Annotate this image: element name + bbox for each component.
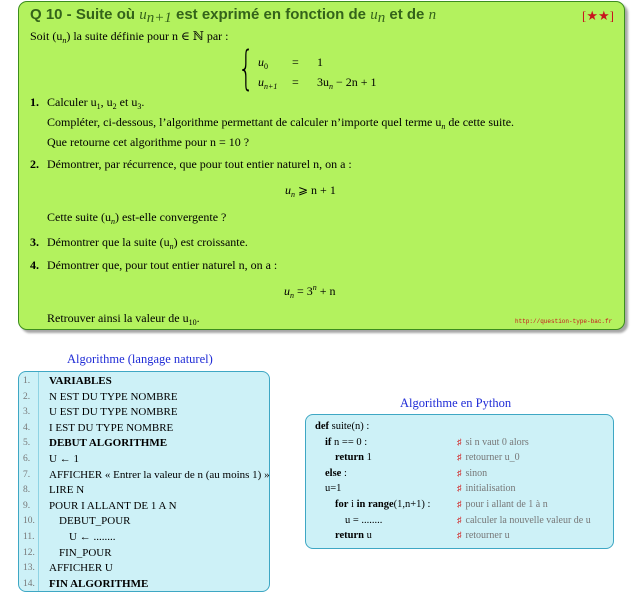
line-number: 6.: [23, 454, 31, 464]
python-code: [325, 435, 367, 450]
python-code-text: i: [348, 499, 357, 510]
question-1-line-2: Compléter, ci-dessous, l’algorithme permettant de calculer n’importe quel terme $u_n$ de cette suite.: [47, 115, 515, 131]
python-code: [325, 466, 347, 481]
algorithm-caption: Algorithme (langage naturel): [67, 352, 213, 366]
line-number: 2.: [23, 391, 31, 402]
question-4-text: Démontrer que, pour tout entier naturel n, on a :: [47, 258, 278, 272]
algorithm-line-text: I EST DU TYPE NOMBRE: [49, 421, 174, 434]
algorithm-box: [18, 371, 270, 592]
python-code-text: :: [341, 467, 347, 479]
algorithm-line-text: AFFICHER U: [49, 562, 113, 575]
line-number: 4.: [23, 422, 31, 433]
line-number: 1.: [23, 376, 31, 386]
line-number: 10.: [23, 516, 35, 527]
system-brace: {: [238, 41, 255, 95]
python-keyword: else: [325, 467, 342, 479]
algorithm-line-text: DEBUT ALGORITHME: [49, 437, 168, 450]
system-row-1-rhs: 1: [317, 55, 323, 69]
python-code: [335, 450, 372, 465]
python-code: [315, 419, 369, 434]
python-keyword: if: [325, 436, 332, 448]
line-number: 12.: [23, 547, 35, 558]
python-code-text: 1: [363, 452, 372, 464]
system-row-1: $u_0$: [258, 55, 268, 71]
python-keyword: return: [335, 530, 364, 542]
question-1-line-3: Que retourne cet algorithme pour n = 10 ?: [47, 135, 250, 149]
line-number: 14.: [23, 578, 35, 589]
python-code: [335, 497, 430, 512]
algorithm-line-text: U ← 1: [49, 453, 79, 465]
python-comment: ♯ calculer la nouvelle valeur de u: [457, 513, 591, 528]
algorithm-line-text: N EST DU TYPE NOMBRE: [49, 390, 178, 403]
python-code-text: u=1: [325, 483, 342, 495]
python-code: [345, 513, 382, 528]
python-comment: ♯ retourner u: [457, 528, 510, 543]
question-2-number: 2.: [30, 157, 39, 171]
source-url[interactable]: http://question-type-bac.fr: [515, 318, 613, 325]
python-code: [335, 528, 372, 543]
system-row-1-eq: =: [292, 55, 299, 69]
algorithm-line-text: U EST DU TYPE NOMBRE: [49, 406, 178, 419]
question-2-formula: $u_n$ ⩾ n + 1: [285, 183, 336, 199]
system-row-2: $u_{n+1}$: [258, 75, 278, 91]
question-3-text: Démontrer que la suite $(u_n)$ est croissante.: [47, 235, 248, 251]
python-comment: ♯ si n vaut 0 alors: [457, 435, 529, 450]
algorithm-line-text: U ← ........: [69, 531, 116, 543]
algorithm-line-text: FIN ALGORITHME: [49, 577, 149, 590]
system-row-2-eq: =: [292, 75, 299, 89]
system-row-2-rhs: $3u_n - 2n + 1$: [317, 75, 377, 91]
algorithm-line-text: DEBUT_POUR: [59, 515, 131, 528]
python-code-text: suite(n) :: [329, 421, 370, 432]
question-1-number: 1.: [30, 95, 39, 109]
algorithm-line-text: VARIABLES: [49, 375, 112, 387]
python-code-text: u: [363, 530, 372, 542]
python-code-text: n == 0 :: [331, 436, 368, 448]
algorithm-line-text: LIRE N: [49, 484, 85, 497]
question-3-number: 3.: [30, 235, 39, 249]
line-number: 3.: [23, 407, 31, 418]
question-4-line-2: Retrouver ainsi la valeur de $u_{10}$.: [47, 311, 200, 327]
question-4-number: 4.: [30, 258, 39, 272]
python-keyword: in range: [356, 499, 394, 510]
line-number: 7.: [23, 469, 31, 480]
python-comment: ♯ retourner u_0: [457, 450, 520, 465]
question-title: Q 10 - Suite où $u_{n+1}$ est exprimé en fonction de $u_n$ et de n: [30, 6, 437, 26]
python-code-text: u = ........: [345, 514, 383, 526]
python-comment: ♯ pour i allant de 1 à n: [457, 497, 548, 512]
algorithm-line-text: POUR I ALLANT DE 1 A N: [49, 499, 177, 512]
algorithm-line-text: FIN_POUR: [59, 546, 112, 559]
python-box: [305, 414, 614, 549]
python-comment: ♯ sinon: [457, 466, 487, 481]
python-caption: Algorithme en Python: [400, 396, 512, 410]
question-2-line-2: Cette suite $(u_n)$ est-elle convergente ?: [47, 210, 227, 226]
python-keyword: def: [315, 421, 329, 432]
intro-text: Soit $(u_n)$ la suite définie pour n ∈ ℕ par :: [30, 29, 229, 45]
algorithm-line-text: AFFICHER « Entrer la valeur de n (au moins 1) »: [49, 468, 270, 481]
python-comment: ♯ initialisation: [457, 481, 516, 496]
difficulty-rating: [★★]: [582, 8, 614, 23]
line-number: 8.: [23, 485, 31, 496]
question-4-formula: $u_n = 3^n + n$: [284, 283, 336, 300]
line-number: 5.: [23, 438, 31, 449]
python-code-text: (1,n+1) :: [393, 499, 431, 510]
line-number: 9.: [23, 500, 31, 511]
python-keyword: for: [335, 499, 349, 510]
question-2-text: Démontrer, par récurrence, que pour tout entier naturel n, on a :: [47, 157, 352, 171]
question-1-text: Calculer $u_1$, $u_2$ et $u_3$.: [47, 95, 145, 111]
python-code: [325, 481, 341, 496]
line-number: 11.: [23, 532, 35, 542]
python-keyword: return: [335, 452, 364, 464]
line-number: 13.: [23, 563, 35, 574]
